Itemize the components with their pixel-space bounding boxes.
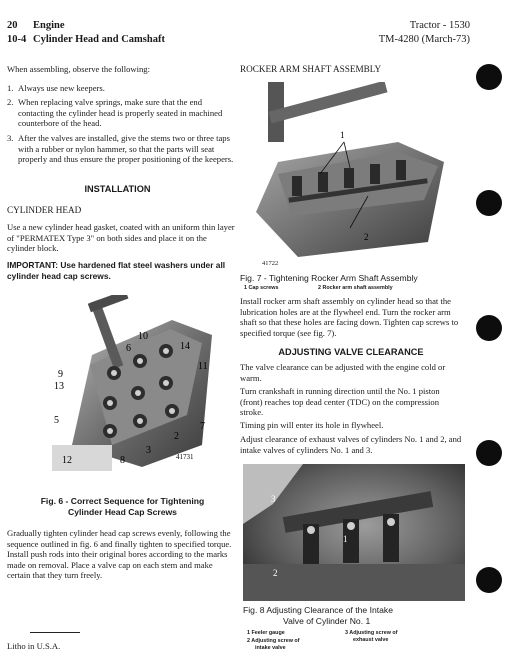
- fig6-label: 13: [54, 381, 64, 392]
- fig6-label: 10: [138, 331, 148, 342]
- binder-hole: [476, 64, 502, 90]
- fig6-label: 2: [174, 431, 179, 442]
- fig8-label-2: 2: [273, 568, 278, 578]
- list-item: 1. Always use new keepers.: [7, 82, 105, 93]
- fig6-label: 3: [146, 445, 151, 456]
- list-item: 3. After the valves are installed, give the stems two or three taps with a rubber or nylon hammer, so that the parts will seat properly and thus ensure the proper positioning of the keepers.: [7, 132, 234, 165]
- fig6-label: 11: [198, 361, 208, 372]
- fig6-caption: Fig. 6 - Correct Sequence for Tightening Cylinder Head Cap Screws: [40, 496, 205, 517]
- fig8-legend-3a: 3 Adjusting screw of: [345, 630, 398, 636]
- fig7-label-1: 1: [340, 130, 345, 140]
- left-column: [7, 64, 235, 169]
- gasket-text: Use a new cylinder head gasket, coated with an uniform thin layer of "PERMATEX Type 3" on both sides and place it on the cylinder block.: [7, 222, 235, 254]
- intro-text: When assembling, observe the following:: [7, 64, 150, 74]
- fig6-photo-code: 41731: [176, 453, 194, 461]
- fig6-photo: [52, 295, 224, 471]
- fig7-photo-code: 41722: [262, 260, 279, 267]
- adjusting-para-3: Timing pin will enter its hole in flywheel.: [240, 420, 384, 430]
- tractor-model: Tractor - 1530: [409, 20, 470, 31]
- manual-reference: TM-4280 (March-73): [378, 34, 470, 45]
- fig6-label: 9: [58, 369, 63, 380]
- rocker-arm-photo: [248, 82, 448, 260]
- adjusting-para-1: The valve clearance can be adjusted with the engine cold or warm.: [240, 362, 446, 383]
- cylinder-head-photo: [52, 295, 224, 471]
- tighten-text: Gradually tighten cylinder head cap screws evenly, following the sequence outlined in fig. 6 and finally tighten to specified torque. Install push rods into their original bores according to the marks made on removal. Place a valve cap on each stem and make certain that they turn freely.: [7, 528, 232, 581]
- section-code: 10-4: [7, 34, 27, 45]
- binder-hole: [476, 567, 502, 593]
- fig8-caption: Fig. 8 Adjusting Clearance of the Intake Valve of Cylinder No. 1: [243, 605, 394, 626]
- litho-note: Litho in U.S.A.: [7, 641, 61, 651]
- binder-hole: [476, 190, 502, 216]
- fig8-legend-2a: 2 Adjusting screw of: [247, 638, 300, 644]
- fig6-label: 6: [126, 343, 131, 354]
- list-item: 2. When replacing valve springs, make sure that the end contacting the cylinder head is properly seated in machined counterbore of the head.: [7, 97, 223, 129]
- install-rocker-text: Install rocker arm shaft assembly on cylinder head so that the lubrication holes are at the flywheel end. Turn the rocker arm shaft so that these holes are facing down. Tighten cap screws to specified torque (see fig. 7).: [240, 296, 459, 338]
- fig8-legend-1: 1 Feeler gauge: [247, 630, 285, 636]
- fig8-photo: [243, 464, 465, 601]
- fig8-legend-3b: exhaust valve: [353, 637, 389, 643]
- binder-hole: [476, 315, 502, 341]
- fig7-label-2: 2: [364, 232, 369, 242]
- fig8-legend-2b: intake valve: [255, 645, 286, 651]
- fig7-legend-2: 2 Rocker arm shaft assembly: [318, 285, 393, 291]
- important-note: IMPORTANT: Use hardened flat steel washers under all cylinder head cap screws.: [7, 260, 226, 281]
- section-title: Engine: [33, 20, 65, 31]
- fig8-label-3: 3: [271, 494, 276, 504]
- fig6-label: 7: [200, 421, 205, 432]
- adjusting-para-2: Turn crankshaft in running direction until the No. 1 piston (front) reaches top dead center (TDC) on the compression stroke.: [240, 386, 440, 418]
- adjusting-heading: ADJUSTING VALVE CLEARANCE: [278, 347, 424, 357]
- assembly-steps: [7, 83, 235, 165]
- fig7-legend-1: 1 Cap screws: [244, 285, 279, 291]
- section-subtitle: Cylinder Head and Camshaft: [33, 34, 165, 45]
- fig6-label: 8: [120, 455, 125, 466]
- binder-hole: [476, 440, 502, 466]
- fig6-label: 14: [180, 341, 190, 352]
- adjusting-para-4: Adjust clearance of exhaust valves of cylinders No. 1 and 2, and intake valves of cylinders No. 1 and 3.: [240, 434, 462, 455]
- footer-rule: [30, 632, 80, 633]
- fig6-label: 5: [54, 415, 59, 426]
- cylinder-head-heading: CYLINDER HEAD: [7, 205, 82, 215]
- page-number: 20: [7, 20, 18, 31]
- fig7-photo: [248, 82, 448, 260]
- fig7-caption: Fig. 7 - Tightening Rocker Arm Shaft Assembly: [240, 273, 418, 283]
- fig6-label: 12: [62, 455, 72, 466]
- fig8-label-1: 1: [343, 534, 348, 544]
- installation-heading: INSTALLATION: [84, 184, 151, 194]
- rocker-arm-heading: ROCKER ARM SHAFT ASSEMBLY: [240, 64, 382, 74]
- valve-clearance-photo: [243, 464, 465, 601]
